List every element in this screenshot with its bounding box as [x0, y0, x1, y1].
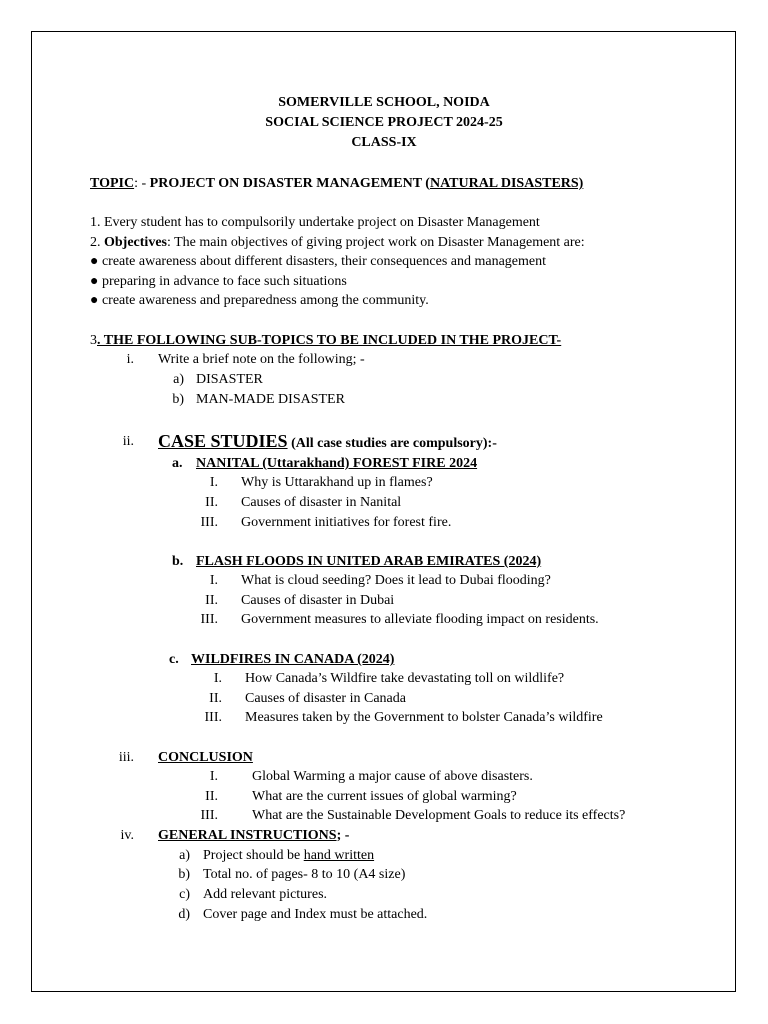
point-number: III.	[200, 515, 218, 530]
general-instructions-heading: GENERAL INSTRUCTIONS; -	[158, 828, 350, 843]
instruction-letter: d)	[178, 907, 190, 922]
class-label: CLASS-IX	[351, 135, 417, 150]
case-studies-heading: CASE STUDIES (All case studies are compulsory):-	[158, 431, 497, 451]
point-text: Causes of disaster in Canada	[245, 691, 406, 706]
point-text: What are the current issues of global warming?	[252, 789, 517, 804]
item-number: iii.	[118, 750, 134, 765]
point-number: I.	[209, 769, 218, 784]
case-letter: a.	[172, 456, 183, 471]
instruction-item: Add relevant pictures.	[203, 887, 328, 902]
instruction-item: Project should be hand written	[203, 848, 375, 863]
topic-paren: NATURAL DISASTERS)	[429, 176, 584, 191]
point-text: Government initiatives for forest fire.	[241, 515, 452, 530]
point-number: III.	[200, 612, 218, 627]
point-number: I.	[209, 573, 218, 588]
case-title: NANITAL (Uttarakhand) FOREST FIRE 2024	[196, 456, 478, 471]
point-number: II.	[205, 593, 218, 608]
sub-item: DISASTER	[196, 372, 263, 387]
case-letter: c.	[169, 652, 179, 667]
objectives-label: Objectives	[104, 235, 167, 250]
point-text: Global Warming a major cause of above disasters.	[252, 769, 533, 784]
point-text: How Canada’s Wildfire take devastating toll on wildlife?	[245, 671, 565, 686]
item-number: iv.	[120, 828, 134, 843]
case-title: WILDFIRES IN CANADA (2024)	[191, 652, 395, 667]
bullet-item: ● create awareness about different disasters, their consequences and management	[90, 254, 547, 269]
sub-letter: a)	[173, 372, 184, 387]
instruction-item: Total no. of pages- 8 to 10 (A4 size)	[203, 867, 406, 882]
intro-point-1: 1. Every student has to compulsorily undertake project on Disaster Management	[90, 215, 540, 230]
item-i-text: Write a brief note on the following; -	[158, 352, 365, 367]
point-text: Government measures to alleviate flooding impact on residents.	[241, 612, 599, 627]
point-number: III.	[200, 808, 218, 823]
item-number: i.	[126, 352, 134, 367]
topic-line: TOPIC: - PROJECT ON DISASTER MANAGEMENT (NATURAL DISASTERS)	[90, 176, 584, 191]
point-number: III.	[204, 710, 222, 725]
sub-item: MAN-MADE DISASTER	[196, 392, 345, 407]
conclusion-heading: CONCLUSION	[158, 750, 253, 765]
point-number: II.	[205, 495, 218, 510]
point-number: I.	[209, 475, 218, 490]
instruction-letter: b)	[178, 867, 190, 882]
point-text: Causes of disaster in Nanital	[241, 495, 402, 510]
point-number: II.	[209, 691, 222, 706]
point-text: What is cloud seeding? Does it lead to Dubai flooding?	[241, 573, 551, 588]
instruction-item: Cover page and Index must be attached.	[203, 907, 428, 922]
topic-text: PROJECT ON DISASTER MANAGEMENT (	[149, 176, 430, 191]
bullet-item: ● preparing in advance to face such situations	[90, 274, 347, 289]
point-number: II.	[205, 789, 218, 804]
item-number: ii.	[122, 434, 134, 449]
point-text: Measures taken by the Government to bolster Canada’s wildfire	[245, 710, 603, 725]
instruction-letter: a)	[179, 848, 190, 863]
point-number: I.	[213, 671, 222, 686]
topic-label: TOPIC	[90, 176, 135, 191]
intro-point-2: 2. Objectives: The main objectives of giving project work on Disaster Management are:	[90, 235, 585, 250]
case-title: FLASH FLOODS IN UNITED ARAB EMIRATES (2024)	[196, 554, 542, 569]
school-name: SOMERVILLE SCHOOL, NOIDA	[278, 95, 490, 110]
case-studies-title: CASE STUDIES	[158, 431, 288, 451]
point-text: What are the Sustainable Development Goals to reduce its effects?	[252, 808, 626, 823]
point-text: Why is Uttarakhand up in flames?	[241, 475, 433, 490]
project-title: SOCIAL SCIENCE PROJECT 2024-25	[265, 115, 503, 130]
section-3-heading: 3. THE FOLLOWING SUB-TOPICS TO BE INCLUDED IN THE PROJECT-	[90, 333, 562, 348]
hand-written-text: hand written	[303, 848, 375, 863]
sub-letter: b)	[172, 392, 184, 407]
instruction-letter: c)	[179, 887, 190, 902]
bullet-item: ● create awareness and preparedness among the community.	[90, 293, 429, 308]
point-text: Causes of disaster in Dubai	[241, 593, 395, 608]
case-letter: b.	[172, 554, 184, 569]
